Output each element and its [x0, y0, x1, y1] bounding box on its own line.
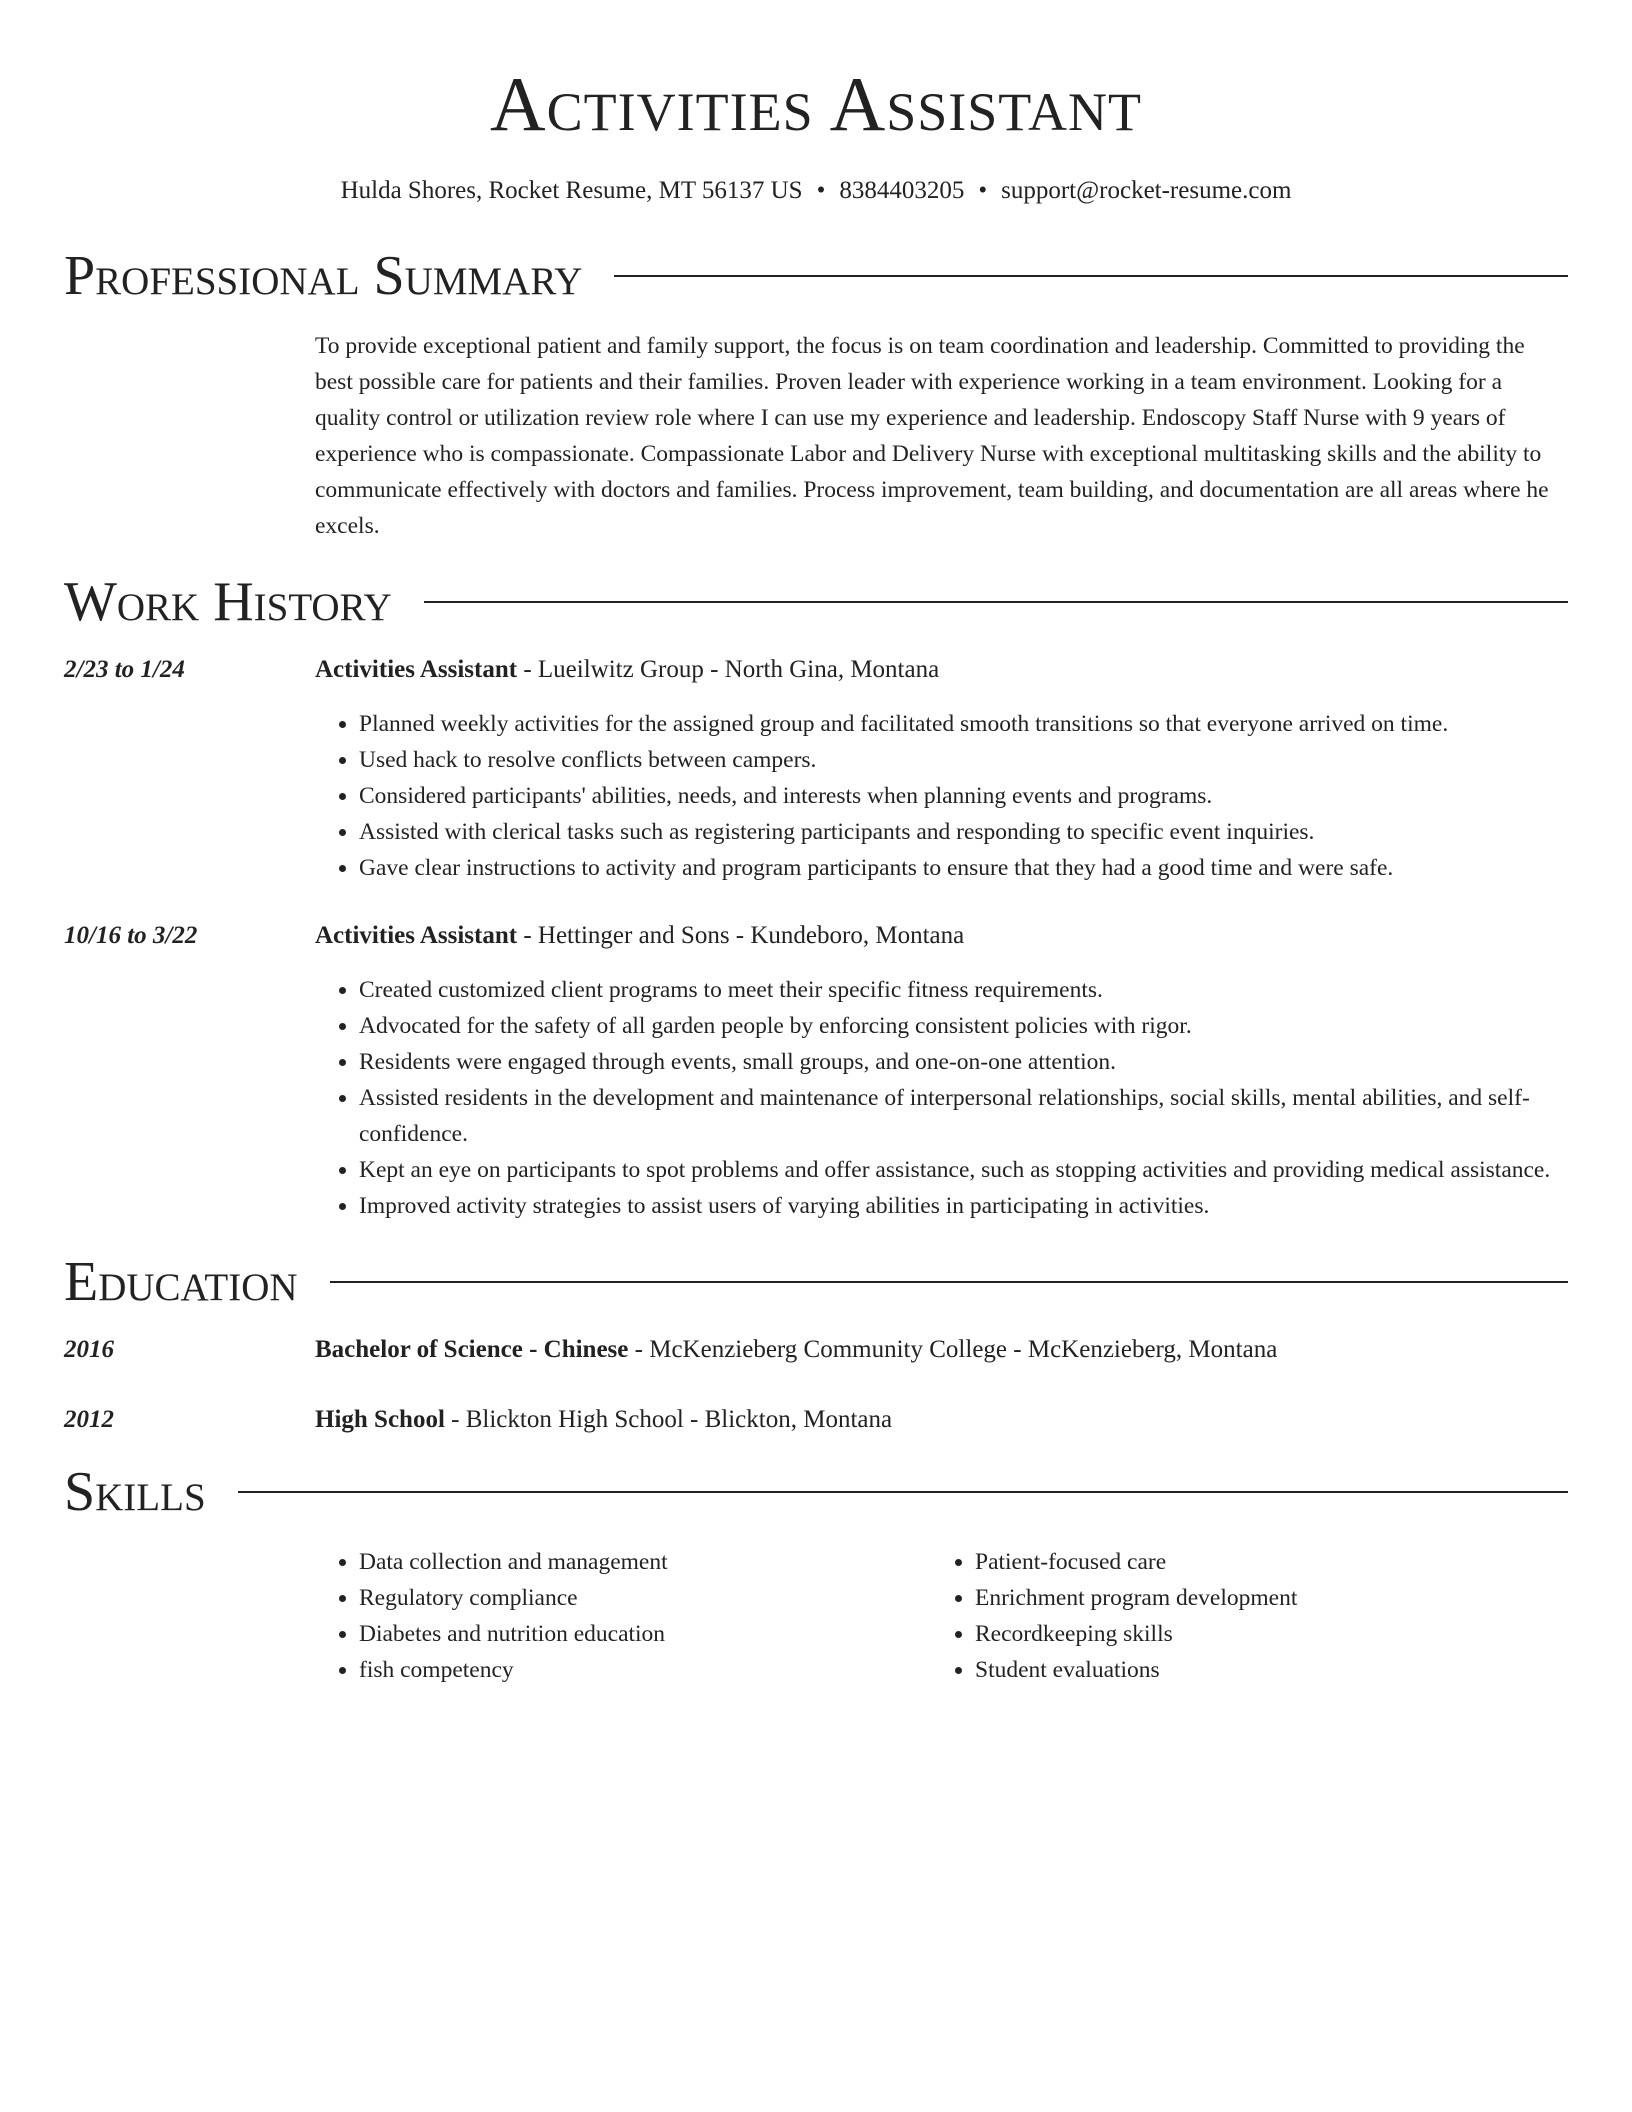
work-heading: Work History [64, 571, 392, 633]
section-divider [424, 601, 1568, 603]
education-school: - McKenzieberg Community College - McKenzieberg, Montana [628, 1336, 1278, 1363]
skill-item: • Enrichment program development [975, 1580, 1531, 1616]
summary-heading: Professional Summary [64, 245, 583, 307]
summary-text: To provide exceptional patient and family support, the focus is on team coordination and leadership. Committed to providing the best possible care for patients and their families. Proven leader with experience working in a team environment. Looking for a quality control or utilization review role where I can use my experience and leadership. Endoscopy Staff Nurse with 9 years of experience who is compassionate. Compassionate Labor and Delivery Nurse with exceptional multitasking skills and the ability to communicate effectively with doctors and families. Process improvement, team building, and documentation are all areas where he excels. [315, 333, 1549, 539]
skill-item: • Diabetes and nutrition education [359, 1616, 931, 1652]
job-dates: 10/16 to 3/22 [64, 922, 198, 949]
job-employer: - Hettinger and Sons - Kundeboro, Montana [517, 922, 965, 949]
education-degree: Bachelor of Science - Chinese [315, 1336, 629, 1363]
section-divider [330, 1281, 1568, 1283]
job-content [315, 918, 1568, 1224]
skill-item: • Regulatory compliance [359, 1580, 931, 1616]
education-entry [64, 1402, 1568, 1438]
summary-section-header [64, 242, 1568, 310]
job-bullet: • Advocated for the safety of all garden people by enforcing consistent policies with rigor. [359, 1008, 1568, 1044]
contact-separator: • [978, 177, 988, 204]
job-bullet: • Planned weekly activities for the assigned group and facilitated smooth transitions so that everyone arrived on time. [359, 706, 1568, 742]
contact-separator: • [816, 177, 826, 204]
job-content [315, 652, 1568, 886]
job-bullet: • Gave clear instructions to activity and program participants to ensure that they had a good time and were safe. [359, 850, 1568, 886]
job-bullets [315, 972, 1568, 1224]
education-content [315, 1402, 1568, 1438]
contact-line [64, 174, 1568, 208]
contact-email: support@rocket-resume.com [1001, 177, 1292, 204]
skills-column-right [931, 1544, 1531, 1688]
job-employer: - Lueilwitz Group - North Gina, Montana [517, 656, 940, 683]
job-bullets [315, 706, 1568, 886]
resume-title: Activities Assistant [490, 61, 1142, 147]
job-dates: 2/23 to 1/24 [64, 656, 185, 683]
job-bullet: • Used hack to resolve conflicts between campers. [359, 742, 1568, 778]
education-school: - Blickton High School - Blickton, Montana [444, 1406, 893, 1433]
job-bullet: • Considered participants' abilities, needs, and interests when planning events and programs. [359, 778, 1568, 814]
job-entry [64, 918, 1568, 1224]
skills-heading: Skills [64, 1461, 206, 1523]
skill-item: • Data collection and management [359, 1544, 931, 1580]
education-section-header [64, 1248, 1568, 1316]
education-heading: Education [64, 1251, 298, 1313]
job-bullet: • Improved activity strategies to assist users of varying abilities in participating in activities. [359, 1188, 1568, 1224]
job-role-line [315, 652, 1568, 688]
job-bullet: • Assisted with clerical tasks such as registering participants and responding to specific event inquiries. [359, 814, 1568, 850]
job-role-line [315, 918, 1568, 954]
education-degree: High School [315, 1406, 445, 1433]
job-entry [64, 652, 1568, 886]
education-entry [64, 1332, 1568, 1368]
skill-item: • Recordkeeping skills [975, 1616, 1531, 1652]
skill-item: • fish competency [359, 1652, 931, 1688]
job-bullet: • Kept an eye on participants to spot problems and offer assistance, such as stopping activities and providing medical assistance. [359, 1152, 1568, 1188]
section-divider [614, 275, 1568, 277]
skill-item: • Patient-focused care [975, 1544, 1531, 1580]
skills-section-header [64, 1458, 1568, 1526]
job-bullet: • Created customized client programs to meet their specific fitness requirements. [359, 972, 1568, 1008]
job-title: Activities Assistant [315, 656, 518, 683]
education-year: 2016 [64, 1336, 114, 1363]
contact-phone: 8384403205 [839, 177, 965, 204]
job-bullet: • Residents were engaged through events, small groups, and one-on-one attention. [359, 1044, 1568, 1080]
job-title: Activities Assistant [315, 922, 518, 949]
skills-list [315, 1544, 1568, 1688]
section-divider [238, 1491, 1568, 1493]
job-bullet: • Assisted residents in the development and maintenance of interpersonal relationships, social skills, mental abilities, and self-confidence. [359, 1080, 1568, 1152]
education-content [315, 1332, 1568, 1368]
skills-column-left [315, 1544, 931, 1688]
skill-item: • Student evaluations [975, 1652, 1531, 1688]
contact-address: Hulda Shores, Rocket Resume, MT 56137 US [340, 177, 803, 204]
work-section-header [64, 568, 1568, 636]
education-year: 2012 [64, 1406, 114, 1433]
